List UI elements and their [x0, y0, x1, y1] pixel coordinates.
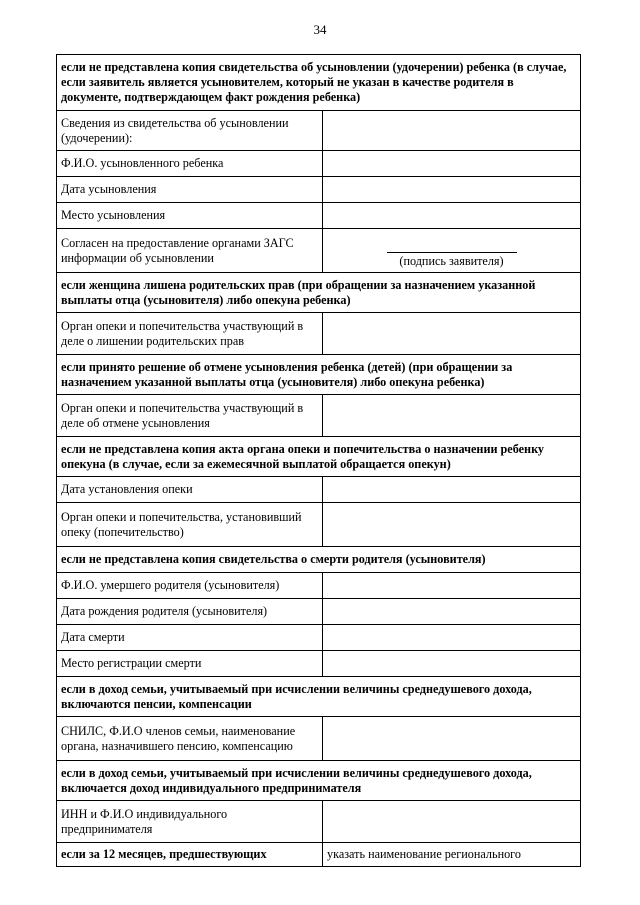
applicant-signature-field[interactable] — [323, 229, 581, 273]
table-row — [57, 503, 581, 547]
table-row — [57, 625, 581, 651]
table-row — [57, 477, 581, 503]
section-header-row — [57, 437, 581, 477]
pension-details-label: СНИЛС, Ф.И.О членов семьи, наименование органа, назначившего пенсию, компенсацию — [57, 717, 323, 761]
death-registration-place-label: Место регистрации смерти — [57, 651, 323, 677]
section-header-row — [57, 677, 581, 717]
death-date-field[interactable] — [323, 625, 581, 651]
guardianship-deprivation-field[interactable] — [323, 313, 581, 355]
page-number: 34 — [313, 22, 327, 37]
application-form-table — [56, 54, 581, 867]
table-row — [57, 313, 581, 355]
death-date-label: Дата смерти — [57, 625, 323, 651]
table-row — [57, 111, 581, 151]
table-row — [57, 651, 581, 677]
table-row — [57, 203, 581, 229]
section-header-adoption: если не представлена копия свидетельства об усыновлении (удочерении) ребенка (в случае, если заявитель является усыновителем, который не указан в качестве родителя в документе, подтверждающем факт рождения ребенка) — [57, 55, 581, 111]
pension-details-field[interactable] — [323, 717, 581, 761]
adoption-place-label: Место усыновления — [57, 203, 323, 229]
section-header-row — [57, 547, 581, 573]
zags-consent-label: Согласен на предоставление органами ЗАГС информации об усыновлении — [57, 229, 323, 273]
deceased-parent-name-label: Ф.И.О. умершего родителя (усыновителя) — [57, 573, 323, 599]
table-row — [57, 177, 581, 203]
death-registration-place-field[interactable] — [323, 651, 581, 677]
guardianship-authority-field[interactable] — [323, 503, 581, 547]
adoption-certificate-label: Сведения из свидетельства об усыновлении (удочерении): — [57, 111, 323, 151]
adopted-child-name-field[interactable] — [323, 151, 581, 177]
parent-birth-date-field[interactable] — [323, 599, 581, 625]
section-header-row — [57, 273, 581, 313]
section-header-row — [57, 761, 581, 801]
guardianship-date-field[interactable] — [323, 477, 581, 503]
table-row — [57, 573, 581, 599]
guardianship-date-label: Дата установления опеки — [57, 477, 323, 503]
table-row — [57, 151, 581, 177]
section-header-death-certificate: если не представлена копия свидетельства о смерти родителя (усыновителя) — [57, 547, 581, 573]
section-header-pensions: если в доход семьи, учитываемый при исчислении величины среднедушевого дохода, включаются пенсии, компенсации — [57, 677, 581, 717]
adoption-place-field[interactable] — [323, 203, 581, 229]
entrepreneur-inn-field[interactable] — [323, 801, 581, 843]
table-row — [57, 843, 581, 867]
entrepreneur-inn-label: ИНН и Ф.И.О индивидуального предпринимателя — [57, 801, 323, 843]
section-header-guardian-act: если не представлена копия акта органа опеки и попечительства о назначении ребенку опекуна (в случае, если за ежемесячной выплатой обращается опекун) — [57, 437, 581, 477]
section-header-adoption-cancel: если принято решение об отмене усыновления ребенка (детей) (при обращении за назначением указанной выплаты отца (усыновителя) либо опекуна ребенка) — [57, 355, 581, 395]
guardianship-adoption-cancel-label: Орган опеки и попечительства участвующий в деле об отмене усыновления — [57, 395, 323, 437]
adopted-child-name-label: Ф.И.О. усыновленного ребенка — [57, 151, 323, 177]
adoption-date-label: Дата усыновления — [57, 177, 323, 203]
twelve-months-label: если за 12 месяцев, предшествующих — [57, 843, 323, 867]
deceased-parent-name-field[interactable] — [323, 573, 581, 599]
adoption-certificate-field[interactable] — [323, 111, 581, 151]
guardianship-authority-label: Орган опеки и попечительства, установивший опеку (попечительство) — [57, 503, 323, 547]
regional-name-instruction: указать наименование регионального — [323, 843, 581, 867]
table-row — [57, 599, 581, 625]
section-header-row — [57, 355, 581, 395]
adoption-date-field[interactable] — [323, 177, 581, 203]
table-row — [57, 717, 581, 761]
section-header-deprivation: если женщина лишена родительских прав (при обращении за назначением указанной выплаты отца (усыновителя) либо опекуна ребенка) — [57, 273, 581, 313]
table-row — [57, 395, 581, 437]
parent-birth-date-label: Дата рождения родителя (усыновителя) — [57, 599, 323, 625]
guardianship-adoption-cancel-field[interactable] — [323, 395, 581, 437]
section-header-row — [57, 55, 581, 111]
section-header-entrepreneur: если в доход семьи, учитываемый при исчислении величины среднедушевого дохода, включается доход индивидуального предпринимателя — [57, 761, 581, 801]
table-row — [57, 801, 581, 843]
applicant-signature-caption: (подпись заявителя) — [387, 252, 517, 269]
table-row — [57, 229, 581, 273]
guardianship-deprivation-label: Орган опеки и попечительства участвующий в деле о лишении родительских прав — [57, 313, 323, 355]
